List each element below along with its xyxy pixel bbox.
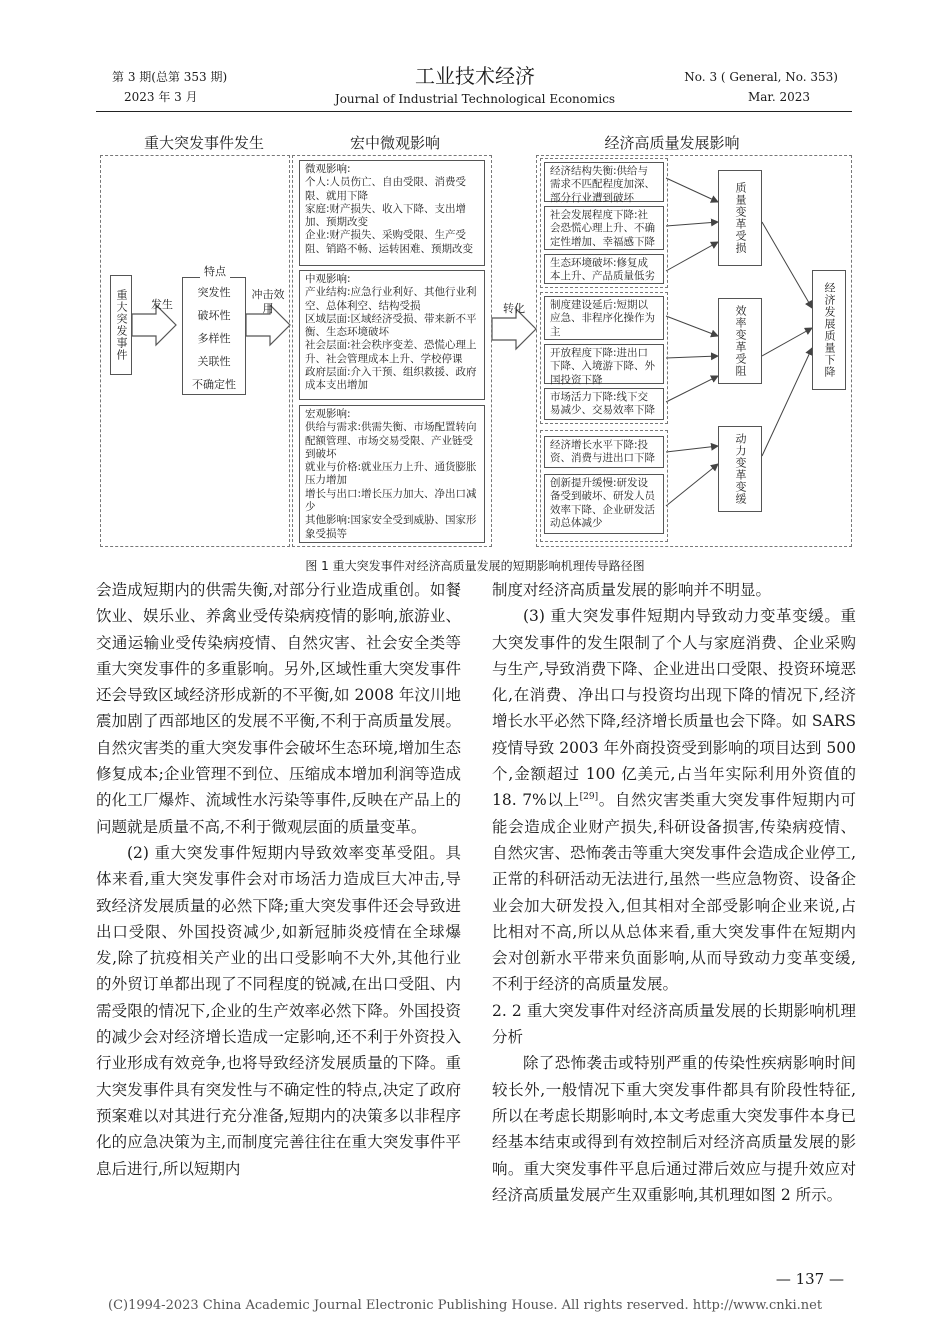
column-title-quality: 经济高质量发展影响	[604, 134, 740, 152]
label-impact: 冲击效用	[251, 288, 285, 315]
issue-date-en: Mar. 2023	[747, 90, 810, 104]
section-heading: 2. 2 重大突发事件对经济高质量发展的长期影响机理分析	[492, 1001, 856, 1047]
paragraph: 制度对经济高质量发展的影响并不明显。	[492, 581, 772, 599]
result-dynamic-box: 动力变革变缓	[718, 426, 762, 512]
feature-item: 破坏性	[197, 309, 231, 322]
page-number: — 137 —	[775, 1270, 844, 1288]
issue-date-cn: 2023 年 3 月	[124, 90, 198, 104]
quality-item: 经济结构失衡:供给与需求不匹配程度加深、部分行业遭到破坏	[544, 162, 664, 202]
label-transform: 转化	[503, 302, 525, 315]
final-quality-decline-box: 经济发展质量下降	[812, 270, 846, 390]
journal-title-en: Journal of Industrial Technological Economics	[334, 92, 616, 106]
dynamic-item: 创新提升缓慢:研发设备受到破坏、研发人员效率下降、企业研发活动总体减少	[544, 474, 664, 534]
quality-item: 生态环境破坏:修复成本上升、产品质量低劣	[544, 254, 664, 284]
figure-caption: 图 1 重大突发事件对经济高质量发展的短期影响机理传导路径图	[305, 559, 645, 573]
paragraph	[492, 603, 856, 997]
features-title: 特点	[200, 263, 230, 279]
result-quality-box: 质量变革受损	[718, 170, 762, 266]
journal-title-cn: 工业技术经济	[415, 64, 535, 88]
header-rule	[96, 111, 852, 112]
paragraph: (2) 重大突发事件短期内导致效率变革受阻。具体来看,重大突发事件会对市场活力造成巨大冲击,导致经济发展质量的必然下降;重大突发事件还会导致进出口受限、外国投资减少,如新冠肺炎疫情在全球爆发,除了抗疫相关产业的出口受影响不大外,其他行业的外贸订单都出现了不同程度的锐减,在出口受阻、内需受限的情况下,企业的生产效率必然下降。外国投资的减少会对经济增长造成一定影响,还不利于外资投入行业形成有效竞争,也将导致经济发展质量的下降。重大突发事件具有突发性与不确定性的特点,决定了政府预案难以对其进行充分准备,短期内的决策多以非程序化的应急决策为主,而制度完善往往在重大突发事件平息后进行,所以短期内	[96, 843, 461, 1178]
paragraph-text: 。自然灾害类重大突发事件短期内可能会造成企业财产损失,科研设备损害,传染病疫情、自然灾害、恐怖袭击等重大突发事件会造成企业停工,正常的科研活动无法进行,虽然一些应急物资、设备企业会加大研发投入,但其相对全部受影响企业来说,占比相对不高,所以从总体来看,重大突发事件在短期内会对创新水平带来负面影响,从而导致动力变革变缓,不利于经济的高质量发展。	[492, 791, 856, 994]
paragraph: 除了恐怖袭击或特别严重的传染性疾病影响时间较长外,一般情况下重大突发事件都具有阶段性特征,所以在考虑长期影响时,本文考虑重大突发事件本身已经基本结束或得到有效控制后对经济高质量发展的影响。重大突发事件平息后通过滞后效应与提升效应对经济高质量发展产生双重影响,其机理如图 2 所示。	[492, 1054, 856, 1204]
column-title-impact: 宏中微观影响	[349, 134, 440, 152]
feature-item: 多样性	[197, 332, 231, 345]
citation-ref: [29]	[579, 792, 599, 803]
quality-item: 社会发展程度下降:社会恐慌心理上升、不确定性增加、幸福感下降	[544, 206, 664, 250]
micro-impact-box: 微观影响: 个人:人员伤亡、自由受限、消费受限、就用下降 家庭:财产损失、收入下降、支出增加、预期改变 企业:财产损失、采购受限、生产受阻、销路不畅、运转困难、预期改变	[299, 160, 485, 266]
feature-item: 不确定性	[192, 378, 236, 391]
event-box: 重大突发事件	[110, 275, 132, 375]
efficiency-item: 开放程度下降:进出口下降、入境游下降、外国投资下降	[544, 344, 664, 384]
paragraph-text: (3) 重大突发事件短期内导致动力变革变缓。重大突发事件的发生限制了个人与家庭消费、企业采购与生产,导致消费下降、企业进出口受限、投资环境恶化,在消费、净出口与投资均出现下降的情况下,经济增长水平必然下降,经济增长质量也会下降。如 SARS 疫情导致 2003 年外商投资受到影响的项目达到 500 个,金额超过 100 亿美元,占当年实际利用外资值的 18. 7%以上	[492, 607, 856, 810]
issue-number-en: No. 3 ( General, No. 353)	[684, 70, 838, 84]
efficiency-item: 制度建设延后:短期以应急、非程序化操作为主	[544, 296, 664, 340]
issue-number-cn: 第 3 期(总第 353 期)	[112, 70, 228, 84]
result-efficiency-box: 效率变革受阻	[718, 298, 762, 384]
feature-item: 关联性	[197, 355, 231, 368]
paragraph: 会造成短期内的供需失衡,对部分行业造成重创。如餐饮业、娱乐业、养禽业受传染病疫情的影响,旅游业、交通运输业受传染病疫情、自然灾害、社会安全类等重大突发事件的多重影响。另外,区域性重大突发事件还会导致区域经济形成新的不平衡,如 2008 年汶川地震加剧了西部地区的发展不平衡,不利于高质量发展。自然灾害类的重大突发事件会破坏生态环境,增加生态修复成本;企业管理不到位、压缩成本增加利润等造成的化工厂爆炸、流域性水污染等事件,反映在产品上的问题就是质量不高,不利于微观层面的质量变革。	[96, 581, 461, 836]
figure-1-diagram	[96, 130, 856, 550]
meso-impact-box: 中观影响: 产业结构:应急行业利好、其他行业利空、总体利空、结构受损 区域层面:区域经济受损、带来新不平衡、生态环境破坏 社会层面:社会秩序变差、恐慌心理上升、社会管理成本上升、学校停课 政府层面:介入干预、组织救援、政府成本支出增加	[299, 270, 485, 400]
column-title-event: 重大突发事件发生	[143, 134, 264, 152]
feature-item: 突发性	[197, 286, 231, 299]
macro-impact-box: 宏观影响: 供给与需求:供需失衡、市场配置转向配额管理、市场交易受限、产业链受到破坏 就业与价格:就业压力上升、通货膨胀压力增加 增长与出口:增长压力加大、净出口减少 其他影响:国家安全受到威胁、国家形象受损等	[299, 405, 485, 543]
label-occur: 发生	[151, 298, 173, 311]
copyright-notice: (C)1994-2023 China Academic Journal Electronic Publishing House. All rights reserved. http://www.cnki.net	[108, 1298, 823, 1313]
efficiency-item: 市场活力下降:线下交易减少、交易效率下降	[544, 388, 664, 420]
right-column	[492, 577, 856, 1208]
left-column	[96, 577, 461, 1182]
dynamic-item: 经济增长水平下降:投资、消费与进出口下降	[544, 436, 664, 468]
features-box	[182, 265, 246, 395]
